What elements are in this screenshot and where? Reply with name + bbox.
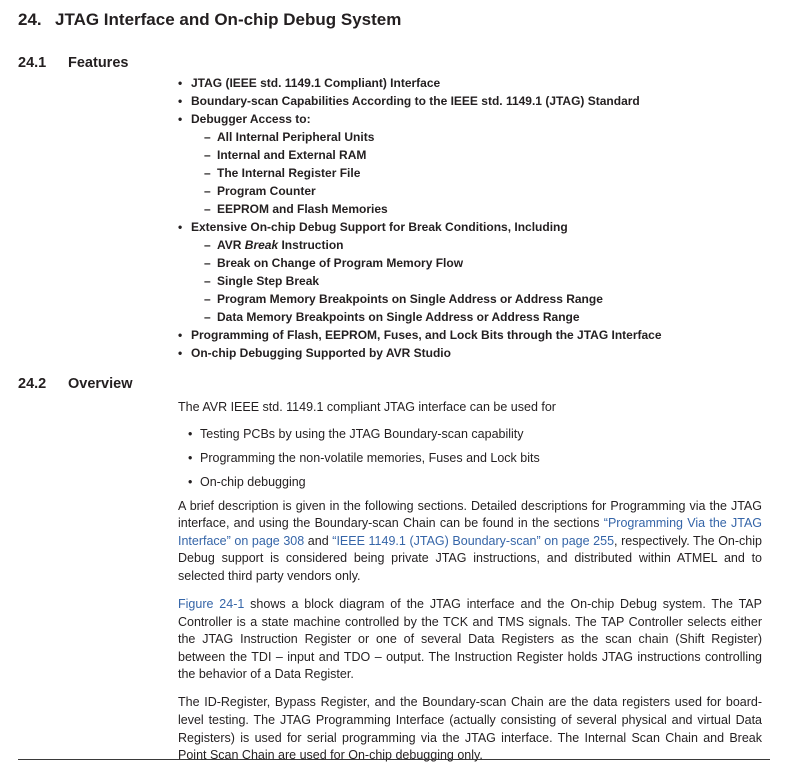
feature-text: Debugger Access to:: [191, 112, 311, 126]
overview-bullet-text: On-chip debugging: [200, 474, 306, 489]
text-segment: Instruction: [278, 238, 344, 252]
bullet-icon: •: [188, 474, 193, 489]
dash-icon: –: [204, 292, 211, 306]
chapter-title: JTAG Interface and On-chip Debug System: [55, 10, 402, 29]
text-segment: AVR: [217, 238, 245, 252]
footer-rule: [18, 759, 770, 760]
feature-subitem: [204, 290, 762, 308]
text-segment: shows a block diagram of the JTAG interface and the On-chip Debug system. The TAP Controller is a state machine controlled by the TCK and TMS signals. The TAP Controller selects either the JTAG Instruction Register or one of several Data Registers as the scan chain (Shift Register) between the TDI – input and TDO – output. The Instruction Register holds JTAG instructions controlling the behavior of a Data Register.: [178, 597, 762, 682]
overview-section-number: 24.2: [18, 376, 47, 392]
chapter-number: 24.: [18, 10, 42, 29]
overview-section-title: Overview: [68, 376, 133, 392]
feature-subitem: [204, 254, 762, 272]
feature-text: The Internal Register File: [217, 166, 361, 180]
italic-text: Break: [244, 238, 279, 252]
inline-link[interactable]: “IEEE 1149.1 (JTAG) Boundary-scan” on page 255: [332, 533, 615, 548]
feature-text: [217, 236, 343, 254]
feature-subitem: [204, 146, 762, 164]
bullet-icon: •: [178, 94, 183, 108]
dash-icon: –: [204, 238, 211, 252]
features-section-number: 24.1: [18, 55, 47, 71]
feature-subitem: [204, 128, 762, 146]
overview-bullet-text: Testing PCBs by using the JTAG Boundary-scan capability: [200, 426, 524, 441]
text-segment: and: [304, 533, 333, 548]
dash-icon: –: [204, 184, 211, 198]
chapter-heading: [18, 10, 762, 30]
dash-icon: –: [204, 274, 211, 288]
section-overview: [18, 375, 762, 765]
overview-paragraph: [178, 596, 762, 684]
dash-icon: –: [204, 148, 211, 162]
text-segment: A brief description is given in the following sections. Detailed descriptions for Programming via the JTAG interface, and using the Boundary-scan Chain can be found in the sections: [178, 498, 762, 531]
overview-paragraph: [178, 694, 762, 764]
section-features: [18, 54, 762, 362]
feature-subitem: [204, 182, 762, 200]
feature-subitem: [204, 164, 762, 182]
feature-text: Break on Change of Program Memory Flow: [217, 256, 464, 270]
feature-item: [178, 326, 762, 344]
dash-icon: –: [204, 166, 211, 180]
feature-text: All Internal Peripheral Units: [217, 130, 375, 144]
feature-text: Data Memory Breakpoints on Single Address or Address Range: [217, 310, 580, 324]
feature-item: [178, 218, 762, 236]
overview-bullet-item: [178, 474, 762, 492]
feature-item: [178, 110, 762, 128]
feature-item: [178, 92, 762, 110]
feature-subitem: [204, 272, 762, 290]
feature-text: JTAG (IEEE std. 1149.1 Compliant) Interface: [191, 76, 441, 90]
overview-bullet-text: Programming the non-volatile memories, Fuses and Lock bits: [200, 450, 540, 465]
bullet-icon: •: [188, 426, 193, 441]
overview-section-heading: [18, 375, 762, 393]
overview-bullet-item: [178, 426, 762, 444]
inline-link[interactable]: “Programming Via the JTAG Interface” on page 308: [178, 516, 763, 548]
feature-text: EEPROM and Flash Memories: [217, 202, 388, 216]
overview-bullet-list: [178, 426, 762, 492]
bullet-icon: •: [178, 328, 183, 342]
dash-icon: –: [204, 256, 211, 270]
feature-text: Extensive On-chip Debug Support for Break Conditions, Including: [191, 220, 568, 234]
dash-icon: –: [204, 130, 211, 144]
bullet-icon: •: [178, 346, 183, 360]
inline-link[interactable]: Figure 24-1: [178, 597, 245, 612]
overview-bullet-item: [178, 450, 762, 468]
feature-text: Internal and External RAM: [217, 148, 367, 162]
feature-text: On-chip Debugging Supported by AVR Studio: [191, 346, 451, 360]
features-list: [178, 72, 762, 362]
bullet-icon: •: [178, 76, 183, 90]
features-body: [178, 72, 762, 362]
feature-subitem: [204, 236, 762, 254]
feature-text: Program Counter: [217, 184, 316, 198]
dash-icon: –: [204, 310, 211, 324]
feature-item: [178, 344, 762, 362]
feature-text: Program Memory Breakpoints on Single Address or Address Range: [217, 292, 603, 306]
overview-paragraph: [178, 498, 762, 586]
feature-text: Single Step Break: [217, 274, 320, 288]
dash-icon: –: [204, 202, 211, 216]
feature-text: Boundary-scan Capabilities According to the IEEE std. 1149.1 (JTAG) Standard: [191, 94, 640, 108]
features-section-heading: [18, 54, 762, 72]
feature-item: [178, 74, 762, 92]
features-section-title: Features: [68, 55, 129, 71]
feature-subitem: [204, 308, 762, 326]
overview-body: [178, 399, 762, 765]
feature-text: Programming of Flash, EEPROM, Fuses, and Lock Bits through the JTAG Interface: [191, 328, 662, 342]
text-segment: The ID-Register, Bypass Register, and the Boundary-scan Chain are the data registers used for board-level testing. The JTAG Programming Interface (actually consisting of several physical and virtual Data Registers) is used for serial programming via the JTAG interface. The Internal Scan Chain and Break Point Scan Chain are used for On-chip debugging only.: [178, 695, 762, 763]
bullet-icon: •: [178, 220, 183, 234]
text-segment: , respectively. The On-chip Debug support is considered being private JTAG instructions, and distributed within ATMEL and to selected third party vendors only.: [178, 533, 762, 583]
bullet-icon: •: [188, 450, 193, 465]
bullet-icon: •: [178, 112, 183, 126]
feature-subitem: [204, 200, 762, 218]
overview-intro: The AVR IEEE std. 1149.1 compliant JTAG interface can be used for: [178, 400, 556, 414]
